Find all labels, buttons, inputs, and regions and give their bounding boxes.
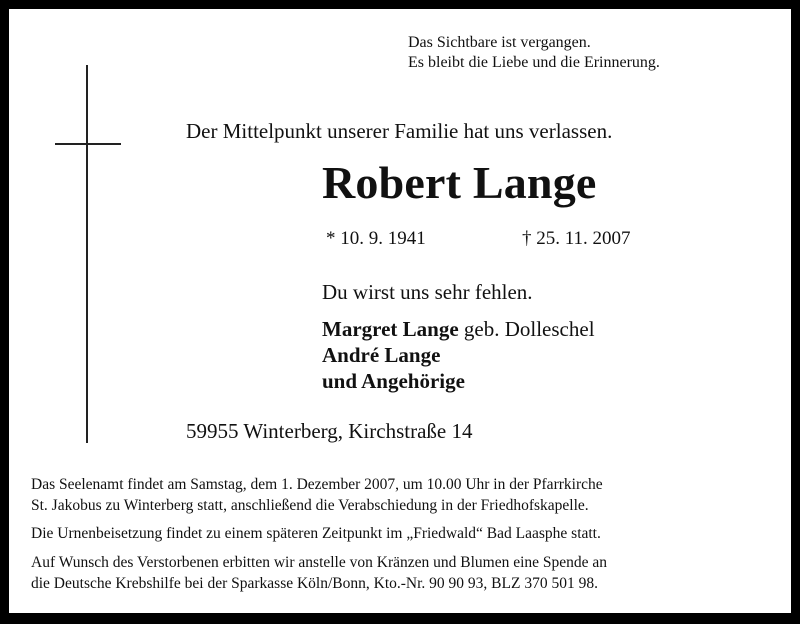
notice-funeral-mass — [31, 474, 603, 516]
quote — [408, 33, 660, 73]
obituary-notice — [9, 9, 791, 613]
family-member-name-2: André Lange — [322, 343, 441, 367]
death-date: † 25. 11. 2007 — [522, 228, 631, 249]
family-relatives: und Angehörige — [322, 369, 465, 393]
deceased-name: Robert Lange — [322, 157, 597, 208]
notice-line: St. Jakobus zu Winterberg statt, anschließend die Verabschiedung in der Friedhofskapelle. — [31, 497, 589, 514]
family-signature — [322, 316, 595, 394]
notice-line: die Deutsche Krebshilfe bei der Sparkasse Köln/Bonn, Kto.-Nr. 90 90 93, BLZ 370 501 98. — [31, 575, 598, 592]
notice-donation — [31, 552, 607, 594]
intro-text: Der Mittelpunkt unserer Familie hat uns verlassen. — [186, 119, 613, 143]
family-member-name: Margret Lange — [322, 317, 459, 341]
notice-line: Die Urnenbeisetzung findet zu einem späteren Zeitpunkt im „Friedwald“ Bad Laasphe statt. — [31, 525, 601, 542]
family-line-2 — [322, 342, 595, 368]
notice-burial — [31, 523, 601, 544]
farewell-text: Du wirst uns sehr fehlen. — [322, 280, 533, 304]
notice-line: Auf Wunsch des Verstorbenen erbitten wir anstelle von Kränzen und Blumen eine Spende an — [31, 554, 608, 571]
quote-line-2: Es bleibt die Liebe und die Erinnerung. — [408, 54, 660, 71]
notice-line: Das Seelenamt findet am Samstag, dem 1. Dezember 2007, um 10.00 Uhr in der Pfarrkirche — [31, 476, 603, 493]
family-line-3 — [322, 368, 595, 394]
address: 59955 Winterberg, Kirchstraße 14 — [186, 419, 473, 443]
cross-icon-horizontal — [55, 143, 121, 145]
cross-icon-vertical — [86, 65, 88, 443]
family-line-1 — [322, 316, 595, 342]
quote-line-1: Das Sichtbare ist vergangen. — [408, 34, 591, 51]
family-member-suffix: geb. Dolleschel — [458, 317, 595, 341]
birth-date: * 10. 9. 1941 — [326, 228, 426, 249]
